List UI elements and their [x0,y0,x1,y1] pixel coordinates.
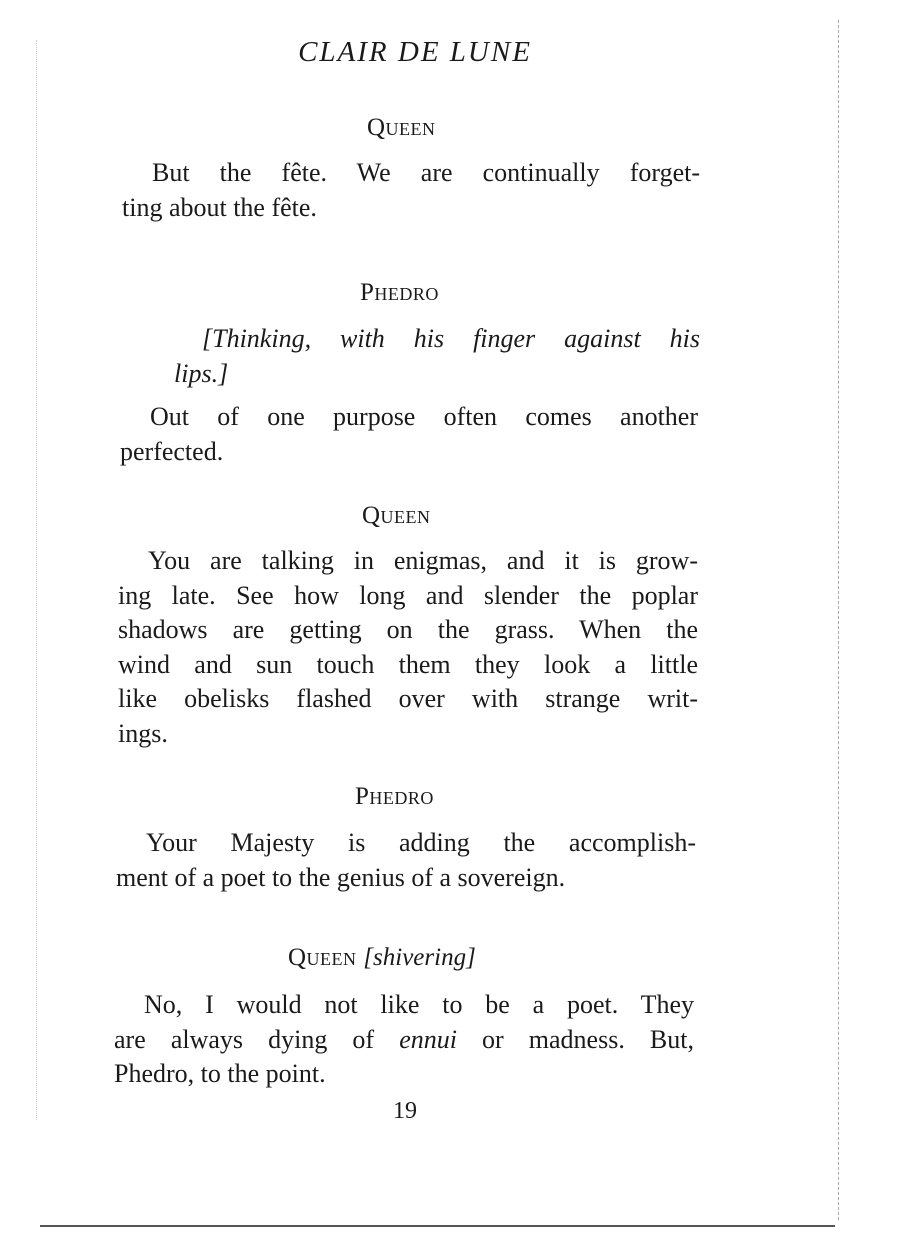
speech-queen-1 [122,156,700,225]
speech-text: are always dying of [114,1024,400,1054]
speech-line: ting about the fête. [122,192,317,222]
scan-edge-left [36,40,38,1120]
speaker-queen-1: Queen [367,114,436,141]
running-header: CLAIR DE LUNE [298,36,532,68]
speech-line: perfected. [120,436,224,466]
speech-line: But the fête. We are continually forget- [152,158,700,187]
speech-line: Phedro, to the point. [114,1059,326,1088]
speech-line [114,1023,694,1058]
speech-line: No, I would not like to be a poet. They [144,990,694,1019]
speaker-queen-3 [288,944,476,972]
speech-line: Out of one purpose often comes another [150,402,698,431]
speech-phedro-2 [116,826,696,895]
speaker-direction: [shivering] [363,944,476,971]
speech-queen-3 [114,988,694,1092]
speech-line: ings. [118,718,168,748]
speech-phedro-1 [120,400,698,469]
page-number: 19 [393,1098,417,1124]
stage-line: [Thinking, with his finger against his [202,324,700,353]
speech-line: You are talking in enigmas, and it is grow- [148,546,698,575]
speech-line: shadows are getting on the grass. When the [118,615,698,644]
speaker-phedro-1: Phedro [360,279,439,306]
speech-text: or madness. But, [456,1024,694,1054]
stage-line: lips.] [174,358,229,388]
speech-emphasis: ennui [399,1024,457,1054]
speech-line: like obelisks flashed over with strange writ- [118,684,698,713]
speaker-queen-2: Queen [362,502,431,529]
speech-line: ing late. See how long and slender the poplar [118,580,698,610]
stage-direction-phedro [174,322,700,391]
speaker-phedro-2: Phedro [355,783,434,810]
speaker-name: Queen [288,944,357,971]
speech-line: ment of a poet to the genius of a sovereign. [116,862,566,892]
speech-queen-2 [118,544,698,751]
scan-edge-right [838,20,840,1220]
speech-line: Your Majesty is adding the accomplish- [146,828,696,857]
scan-edge-bottom [40,1225,835,1227]
speech-line: wind and sun touch them they look a little [118,649,698,679]
